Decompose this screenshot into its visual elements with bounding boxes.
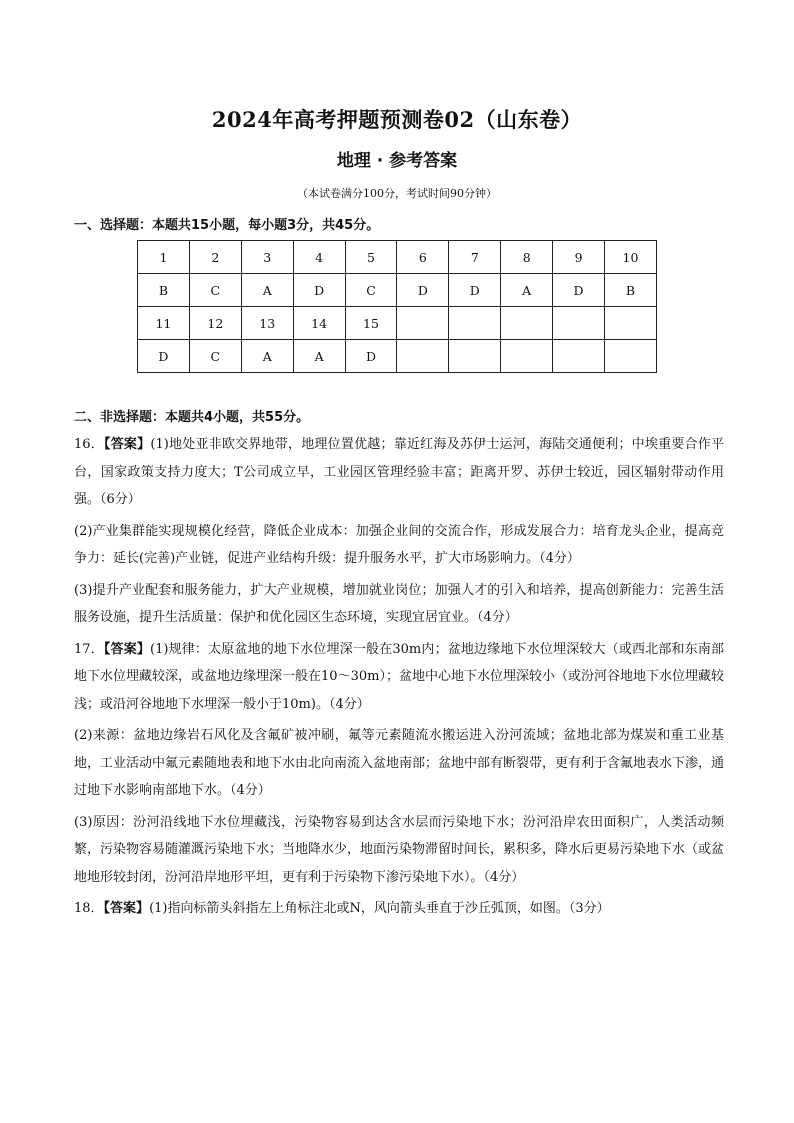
answer-table bbox=[137, 240, 657, 373]
q16-number: 16． bbox=[74, 437, 104, 452]
table-cell: C bbox=[189, 274, 241, 307]
table-cell: B bbox=[605, 274, 657, 307]
table-cell bbox=[501, 340, 553, 373]
table-cell: 3 bbox=[241, 241, 293, 274]
table-cell: A bbox=[501, 274, 553, 307]
section-1-heading: 一、选择题：本题共15小题，每小题3分，共45分。 bbox=[74, 218, 380, 233]
table-cell: 8 bbox=[501, 241, 553, 274]
table-cell bbox=[605, 307, 657, 340]
q17-part-1 bbox=[74, 636, 724, 719]
table-cell: C bbox=[345, 274, 397, 307]
table-cell bbox=[397, 340, 449, 373]
table-row bbox=[138, 307, 657, 340]
q18-number: 18． bbox=[74, 901, 104, 916]
table-cell: D bbox=[397, 274, 449, 307]
q17-text-1: (1)规律：太原盆地的地下水位埋深一般在30m内；盆地边缘地下水位埋深较大（或西北部和东南部地下水位埋藏较深，或盆地边缘埋深一般在10～30m）；盆地中心地下水位埋深较小（或汾河谷地地下水位埋藏较浅；或沿河谷地地下水埋深一般小于10m)。（4分） bbox=[74, 641, 724, 712]
q17-part-2: (2)来源：盆地边缘岩石风化及含氟矿被冲刷，氟等元素随流水搬运进入汾河流域；盆地北部为煤炭和重工业基地，工业活动中氟元素随地表和地下水由北向南流入盆地南部；盆地中部有断裂带，更有利于含氟地表水下渗，通过地下水影响南部地下水。（4分） bbox=[74, 728, 725, 798]
q16-part-3: (3)提升产业配套和服务能力，扩大产业规模，增加就业岗位；加强人才的引入和培养，提高创新能力：完善生活服务设施，提升生活质量：保护和优化园区生态环境，实现宜居宜业。（4分） bbox=[74, 582, 724, 625]
q17-part-3: (3)原因：汾河沿线地下水位埋藏浅，污染物容易到达含水层而污染地下水；汾河沿岸农田面积广，人类活动频繁，污染物容易随灌溉污染地下水；当地降水少，地面污染物滞留时间长，累积多，降水后更易污染地下水（或盆地地形较封闭，汾河沿岸地形平坦，更有利于污染物下渗污染地下水）。（4分） bbox=[74, 814, 725, 885]
table-cell: 15 bbox=[345, 307, 397, 340]
table-cell: A bbox=[293, 340, 345, 373]
table-cell: 4 bbox=[293, 241, 345, 274]
table-cell bbox=[605, 340, 657, 373]
page-subtitle: 地理 · 参考答案 bbox=[336, 151, 458, 171]
table-cell: D bbox=[345, 340, 397, 373]
table-cell bbox=[553, 340, 605, 373]
q18-text-1: (1)指向标箭头斜指左上角标注北或N，风向箭头垂直于沙丘弧顶，如图。（3分） bbox=[149, 901, 610, 916]
q16-text-1: (1)地处亚非欧交界地带，地理位置优越；靠近红海及苏伊士运河，海陆交通便利；中埃重要合作平台，国家政策支持力度大；T公司成立早，工业园区管理经验丰富；距离开罗、苏伊士较近，园区辐射带动作用强。（6分） bbox=[74, 437, 724, 507]
table-cell: 1 bbox=[138, 241, 190, 274]
table-cell: A bbox=[241, 274, 293, 307]
table-cell: D bbox=[449, 274, 501, 307]
table-row bbox=[138, 274, 657, 307]
table-cell: 2 bbox=[189, 241, 241, 274]
q18-part-1 bbox=[74, 895, 724, 923]
table-cell bbox=[397, 307, 449, 340]
table-cell: A bbox=[241, 340, 293, 373]
table-cell bbox=[553, 307, 605, 340]
table-cell: 6 bbox=[397, 241, 449, 274]
table-cell: 13 bbox=[241, 307, 293, 340]
answer-body-text bbox=[74, 431, 724, 927]
answer-tag: 【答案】 bbox=[103, 437, 151, 452]
table-cell bbox=[501, 307, 553, 340]
q16-part-1 bbox=[74, 431, 724, 514]
table-cell: 14 bbox=[293, 307, 345, 340]
table-cell: 9 bbox=[553, 241, 605, 274]
table-cell: 12 bbox=[189, 307, 241, 340]
table-cell: D bbox=[293, 274, 345, 307]
q16-part-2: (2)产业集群能实现规模化经营，降低企业成本：加强企业间的交流合作，形成发展合力：培育龙头企业，提高竞争力：延长(完善)产业链，促进产业结构升级：提升服务水平，扩大市场影响力。（4分） bbox=[74, 523, 724, 566]
section-2-heading: 二、非选择题：本题共4小题，共55分。 bbox=[74, 410, 310, 425]
table-cell bbox=[449, 340, 501, 373]
answer-tag: 【答案】 bbox=[103, 901, 150, 916]
page-title: 2024年高考押题预测卷02（山东卷） bbox=[211, 107, 583, 132]
table-cell: 5 bbox=[345, 241, 397, 274]
table-row bbox=[138, 241, 657, 274]
table-cell: D bbox=[138, 340, 190, 373]
q17-number: 17． bbox=[74, 641, 104, 657]
table-cell: 10 bbox=[605, 241, 657, 274]
table-cell: D bbox=[553, 274, 605, 307]
table-row bbox=[138, 340, 657, 373]
table-cell: 11 bbox=[138, 307, 190, 340]
table-cell bbox=[449, 307, 501, 340]
exam-note: （本试卷满分100分，考试时间90分钟） bbox=[297, 187, 497, 200]
answer-tag: 【答案】 bbox=[103, 641, 151, 657]
table-cell: B bbox=[138, 274, 190, 307]
table-cell: 7 bbox=[449, 241, 501, 274]
table-cell: C bbox=[189, 340, 241, 373]
